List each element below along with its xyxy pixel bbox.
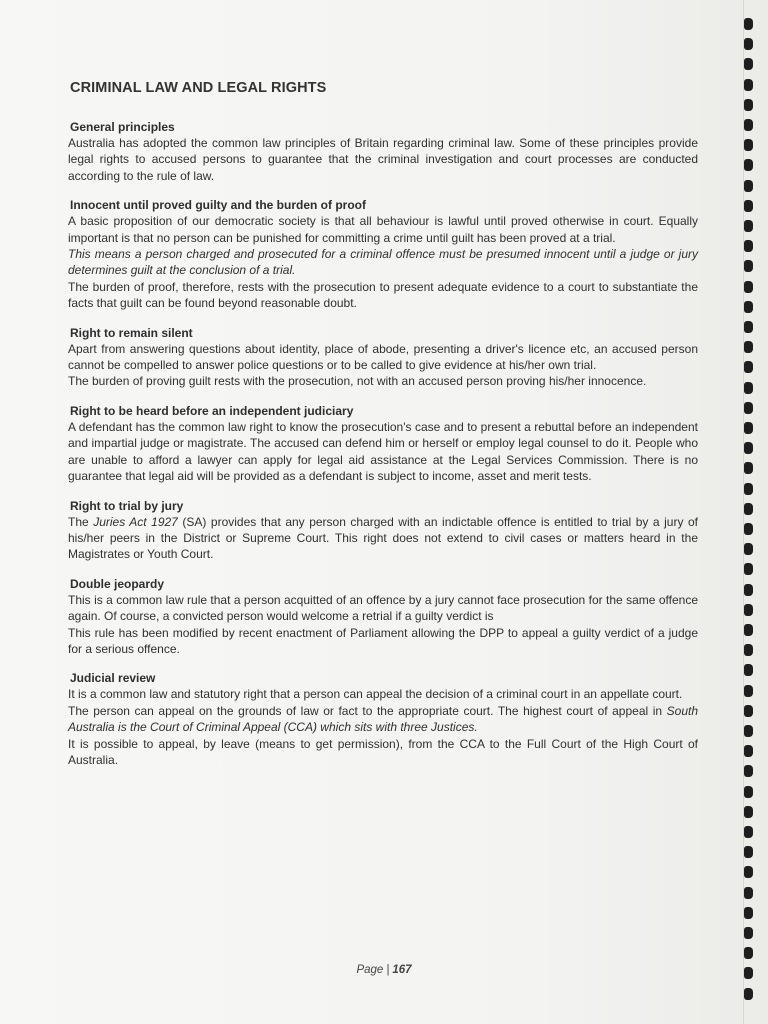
binding-ring — [744, 200, 753, 212]
text-run: The — [68, 514, 94, 529]
binding-ring — [744, 705, 753, 717]
section-paragraph: This is a common law rule that a person acquitted of an offence by a jury cannot face prosecution for the same offence again. Of course, a convicted person would welcome a retrial if a guilty verdict is — [68, 592, 698, 624]
text-run: The person can appeal on the grounds of law or fact to the appropriate court. The highest court of appeal in — [68, 703, 667, 718]
document-body — [68, 80, 698, 782]
binding-ring — [744, 79, 753, 91]
binding-ring — [744, 988, 753, 1000]
section-right-to-trial-by-jury — [68, 499, 698, 563]
section-paragraph: The burden of proof, therefore, rests with the prosecution to present adequate evidence to a court to substantiate the facts that guilt can be found beyond reasonable doubt. — [68, 279, 698, 311]
page-footer — [0, 964, 768, 976]
binding-ring — [744, 927, 753, 939]
section-heading: Right to remain silent — [70, 325, 193, 340]
section-paragraph-italic: This means a person charged and prosecuted for a criminal offence must be presumed innocent until a judge or jury determines guilt at the conclusion of a trial. — [68, 247, 698, 278]
binding-ring — [744, 220, 753, 232]
binding-ring — [744, 523, 753, 535]
section-paragraph — [68, 514, 698, 563]
binding-ring — [744, 745, 753, 757]
binding-ring — [744, 361, 753, 373]
act-citation: Juries Act 1927 — [93, 514, 178, 529]
binding-ring — [744, 563, 753, 575]
section-paragraph: A defendant has the common law right to know the prosecution's case and to present a rebuttal before an independent and impartial judge or magistrate. The accused can defend him or herself or employ legal counsel to do it. People who are unable to afford a lawyer can apply for legal aid assistance at the Legal Services Commission. There is no guarantee that legal aid will be provided as a defendant is subject to income, asset and merit tests. — [68, 419, 698, 484]
binding-ring — [744, 765, 753, 777]
binding-ring — [744, 786, 753, 798]
binding-ring — [744, 644, 753, 656]
binding-ring — [744, 402, 753, 414]
binding-ring — [744, 725, 753, 737]
binding-ring — [744, 240, 753, 252]
binding-ring — [744, 967, 753, 979]
section-double-jeopardy — [68, 577, 698, 658]
section-general-principles — [68, 120, 698, 184]
binding-ring — [744, 119, 753, 131]
binding-ring — [744, 846, 753, 858]
binding-ring — [744, 664, 753, 676]
binding-ring — [744, 584, 753, 596]
section-heading: General principles — [70, 120, 175, 134]
section-paragraph: Apart from answering questions about identity, place of abode, presenting a driver's licence etc, an accused person cannot be compelled to answer police questions or to be called to give evidence at his/her own trial. — [68, 341, 698, 373]
binding-ring — [744, 139, 753, 151]
section-heading: Right to trial by jury — [70, 498, 184, 513]
binding-ring — [744, 543, 753, 555]
binding-ring — [744, 503, 753, 515]
binding-ring — [744, 18, 753, 30]
text-run-italic: South Australia is the Court of Criminal Appeal (CCA) which sits with three Justices. — [68, 703, 698, 735]
section-paragraph: Australia has adopted the common law principles of Britain regarding criminal law. Some of these principles provide legal rights to accused persons to guarantee that the criminal investigation and court processes are conducted according to the rule of law. — [68, 136, 698, 183]
section-heading: Right to be heard before an independent judiciary — [70, 403, 354, 418]
binding-ring — [744, 483, 753, 495]
section-paragraph: A basic proposition of our democratic society is that all behaviour is lawful until proved otherwise in court. Equally important is that no person can be punished for committing a crime until guilt has been proved at a trial. — [68, 214, 698, 245]
binding-ring — [744, 301, 753, 313]
binding-ring — [744, 58, 753, 70]
section-paragraph: This rule has been modified by recent enactment of Parliament allowing the DPP to appeal a guilty verdict of a judge for a serious offence. — [68, 625, 698, 656]
binding-ring — [744, 866, 753, 878]
section-heading: Judicial review — [70, 671, 156, 686]
section-right-to-be-heard — [68, 404, 698, 485]
binding-ring — [744, 685, 753, 697]
binding-ring — [744, 341, 753, 353]
page-separator: | — [386, 964, 390, 976]
binding-ring — [744, 887, 753, 899]
spiral-binding — [744, 18, 756, 1018]
binding-ring — [744, 382, 753, 394]
section-right-to-remain-silent — [68, 326, 698, 390]
section-paragraph — [68, 703, 698, 736]
binding-ring — [744, 624, 753, 636]
binding-ring — [744, 180, 753, 192]
binding-ring — [744, 826, 753, 838]
section-paragraph: It is possible to appeal, by leave (means to get permission), from the CCA to the Full Court of the High Court of Australia. — [68, 736, 698, 767]
section-judicial-review — [68, 671, 698, 768]
text-run: (SA) provides that any person charged with an indictable offence is entitled to trial by a jury of his/her peers in the District or Supreme Court. This right does not extend to civil cases or matters heard in the Magistrates or Youth Court. — [68, 514, 698, 562]
binding-ring — [744, 907, 753, 919]
binding-ring — [744, 806, 753, 818]
section-innocent-until-proved-guilty — [68, 198, 698, 311]
page-number: 167 — [392, 964, 412, 976]
section-paragraph: The burden of proving guilt rests with the prosecution, not with an accused person proving his/her innocence. — [68, 374, 647, 389]
binding-ring — [744, 947, 753, 959]
section-heading: Double jeopardy — [70, 576, 165, 591]
binding-ring — [744, 462, 753, 474]
binding-ring — [744, 422, 753, 434]
binding-ring — [744, 321, 753, 333]
binding-ring — [744, 442, 753, 454]
binding-ring — [744, 260, 753, 272]
binding-ring — [744, 604, 753, 616]
binding-ring — [744, 38, 753, 50]
binding-ring — [744, 159, 753, 171]
binding-ring — [744, 281, 753, 293]
binding-ring — [744, 99, 753, 111]
document-title: CRIMINAL LAW AND LEGAL RIGHTS — [70, 80, 327, 96]
section-heading: Innocent until proved guilty and the burden of proof — [70, 198, 366, 213]
section-paragraph: It is a common law and statutory right that a person can appeal the decision of a criminal court in an appellate court. — [68, 687, 683, 702]
page-label: Page — [356, 964, 384, 976]
